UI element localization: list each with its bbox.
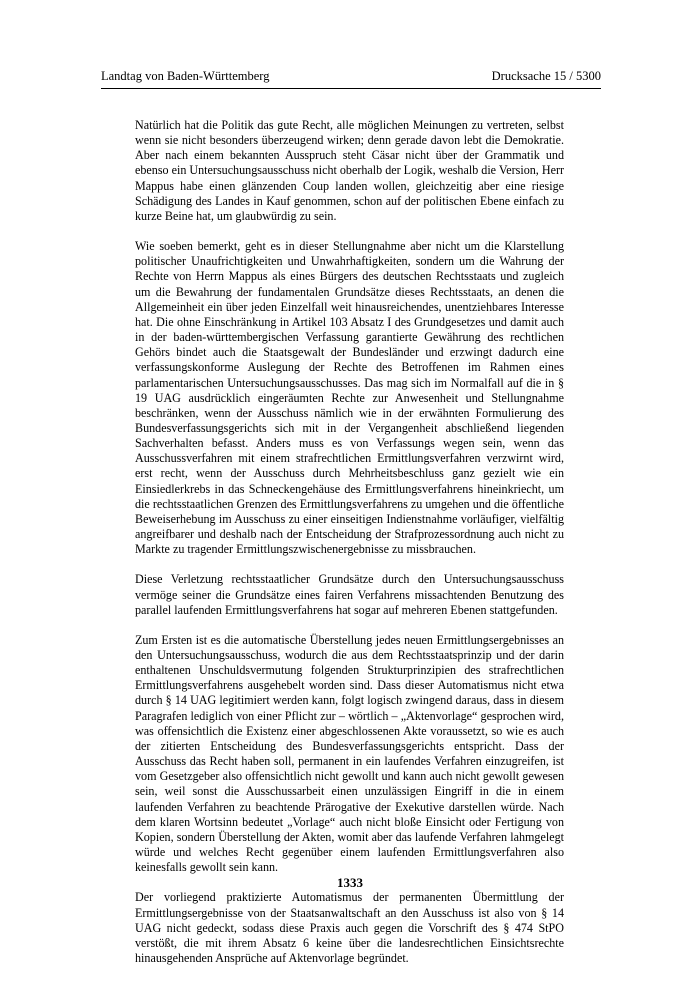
header-parliament-name: Landtag von Baden-Württemberg [101, 69, 270, 83]
body-text [135, 118, 564, 981]
paragraph: Zum Ersten ist es die automatische Überstellung jedes neuen Ermittlungsergebnisses an den Untersuchungsausschuss, wodurch die aus dem Rechtsstaatsprinzip und der darin enthaltenen Unschuldsvermutung folgenden Strukturprinzipien des strafrechtlichen Ermittlungsverfahrens ausgehebelt worden sind. Dass dieser Automatismus nicht etwa durch § 14 UAG legitimiert werden kann, folgt logisch zwingend daraus, dass in diesem Paragrafen lediglich von einer Pflicht zur – wörtlich – „Aktenvorlage“ gesprochen wird, was offensichtlich die Existenz einer abgeschlossenen Akte voraussetzt, so wie es auch der zitierten Entscheidung des Bundesverfassungsgerichts entspricht. Dass der Ausschuss das Recht haben soll, permanent in ein laufendes Verfahren einzugreifen, ist vom Gesetzgeber also offensichtlich nicht gewollt und kann auch nicht gewollt gewesen sein, weil sonst die Ausschussarbeit einen unzulässigen Eingriff in die in einem laufenden Verfahren zu beachtende Prärogative der Exekutive darstellen würde. Nach dem klaren Wortsinn bedeutet „Vorlage“ auch nicht bloße Einsicht oder Fertigung von Kopien, sondern Überstellung der Akten, womit aber das laufende Verfahren lahmgelegt würde und welches Recht gegenüber einem laufenden Ermittlungsverfahren also keinesfalls gewollt sein kann. [135, 632, 564, 875]
header-document-number: Drucksache 15 / 5300 [491, 69, 601, 83]
paragraph: Natürlich hat die Politik das gute Recht, alle möglichen Meinungen zu vertreten, selbst wenn sie nicht besonders überzeugend wirken; denn gerade davon lebt die Demokratie. Aber nach einem bekannten Ausspruch steht Cäsar nicht über der Grammatik und ebenso ein Untersuchungsausschuss nicht oberhalb der Logik, weshalb die Version, Herr Mappus habe einen glänzenden Coup landen wollen, gleichzeitig aber eine riesige Schädigung des Landes in Kauf genommen, schon auf der politischen Ebene einfach zu kurze Beine hat, um glaubwürdig zu sein. [135, 118, 565, 223]
page-number: 1333 [337, 875, 363, 890]
running-header [101, 68, 601, 89]
paragraph: Diese Verletzung rechtsstaatlicher Grundsätze durch den Untersuchungsausschuss vermöge seiner die Grundsätze eines fairen Verfahrens missachtenden Benutzung des parallel laufenden Ermittlungsverfahrens hat sogar auf mehreren Ebenen stattgefunden. [135, 572, 564, 617]
paragraph: Der vorliegend praktizierte Automatismus der permanenten Übermittlung der Ermittlungsergebnisse von der Staatsanwaltschaft an den Ausschuss ist also von § 14 UAG nicht gedeckt, sodass diese Praxis auch gegen die Vorschrift des § 474 StPO verstößt, die mit ihrem Absatz 6 keine über die landesrechtlichen Einsichtsrechte hinausgehenden Ansprüche auf Aktenvorlage begründet. [135, 890, 564, 965]
paragraph: Wie soeben bemerkt, geht es in dieser Stellungnahme aber nicht um die Klarstellung politischer Unaufrichtigkeiten und Unwahrhaftigkeiten, sondern um die Wahrung der Rechte von Herrn Mappus als eines Bürgers des deutschen Rechtsstaats und zugleich um die Bewahrung der fundamentalen Grundsätze dieses Rechtsstaats, an denen die Allgemeinheit ein über jeden Einzelfall weit hinausreichendes, unentziehbares Interesse hat. Die ohne Einschränkung in Artikel 103 Absatz I des Grundgesetzes und damit auch in der baden-württembergischen Verfassung garantierte Gewährung des rechtlichen Gehörs bindet auch die Staatsgewalt der Bundesländer und erzwingt dadurch eine verfassungskonforme Auslegung der Rechte des Betroffenen im Rahmen eines parlamentarischen Untersuchungsausschusses. Das mag sich im Normalfall auf die in § 19 UAG ausdrücklich eingeräumten Rechte zur Anwesenheit und Stellungnahme beschränken, wenn der Ausschuss nämlich wie in der erwähnten Formulierung des Bundesverfassungsgerichts sich mit in der Vergangenheit abschließend liegenden Sachverhalten befasst. Anders muss es von Verfassungs wegen sein, wenn das Ausschussverfahren mit einem strafrechtlichen Ermittlungsverfahren verzwirnt wird, erst recht, wenn der Ausschuss durch Mehrheitsbeschluss ganz gezielt wie ein Einsiedlerkrebs in das Schneckengehäuse des Ermittlungsverfahrens hineinkriecht, um die rechtsstaatlichen Grenzen des Ermittlungsverfahrens zu umgehen und die öffentliche Beweiserhebung im Ausschuss zu einer einseitigen Indienstnahme vorläufiger, vielfältig angreifbarer und deshalb nach der Entscheidung der Strafprozessordnung auch nicht zu Markte zu tragender Ermittlungszwischenergebnisse zu missbrauchen. [135, 239, 564, 557]
